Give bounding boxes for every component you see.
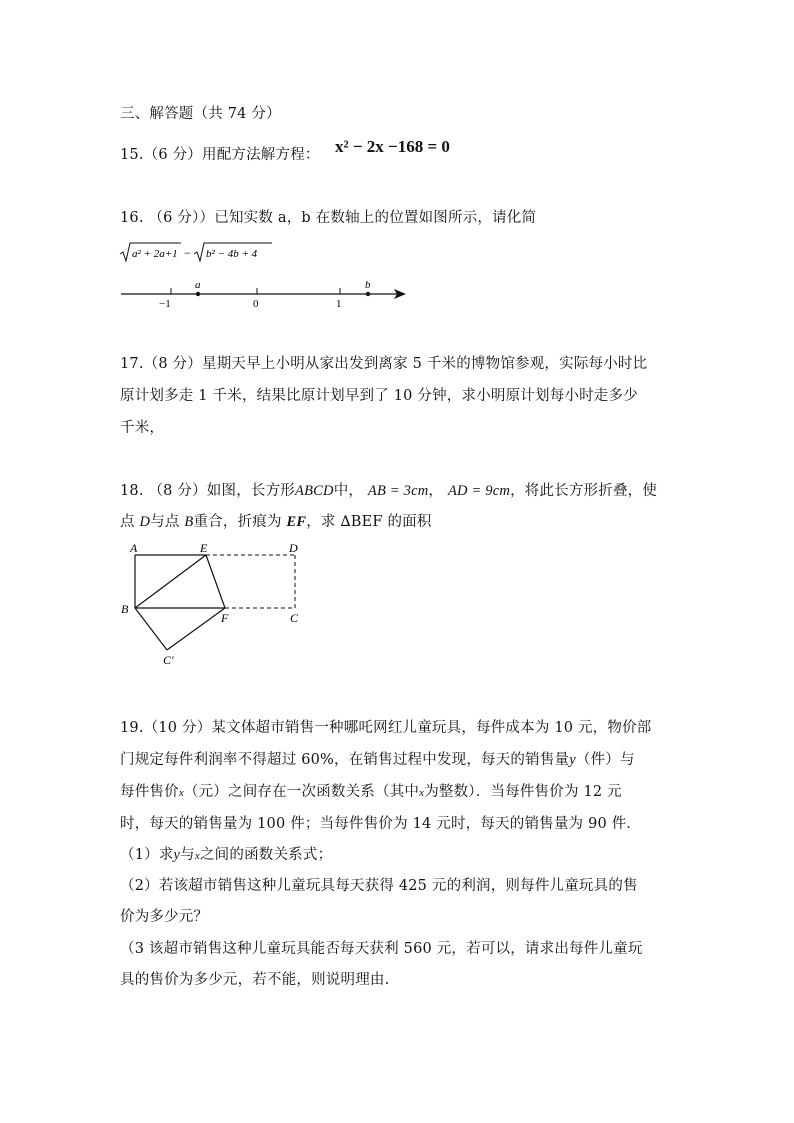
tick-1: 1: [336, 298, 342, 310]
number-line: [115, 276, 415, 312]
label-D: D: [289, 541, 298, 555]
q19-line-3: 每件售价x（元）之间存在一次函数关系（其中x为整数）．当每件售价为 12 元: [120, 784, 622, 800]
label-E: E: [200, 541, 208, 555]
q18-line-2: 点 D与点 B重合，折痕为 EF，求 ∆BEF 的面积: [120, 514, 432, 530]
section-heading: 三、解答题（共 74 分）: [120, 106, 281, 122]
q16-text: 16. （6 分））已知实数 a，b 在数轴上的位置如图所示，请化简: [120, 210, 537, 226]
q19-part-2-line-1: （2）若该超市销售这种儿童玩具每天获得 425 元的利润，则每件儿童玩具的售: [120, 878, 638, 894]
q19-part-3-line-1: （3 该超市销售这种儿童玩具能否每天获利 560 元，若可以，请求出每件儿童玩: [120, 941, 643, 957]
q19-line-2: 门规定每件利润率不得超过 60%，在销售过程中发现，每天的销售量y（件）与: [120, 752, 635, 768]
label-b: b: [365, 279, 371, 291]
label-F: F: [221, 611, 229, 625]
label-C: C: [290, 611, 299, 625]
q18-line-1: 18. （8 分）如图，长方形ABCD中， AB = 3cm， AD = 9cm，将此长方形折叠，使: [120, 483, 658, 499]
q19-line-1: 19.（10 分）某文体超市销售一种哪吒网红儿童玩具，每件成本为 10 元，物价部: [120, 720, 652, 736]
minus-sign: −: [184, 246, 191, 260]
q18-figure: [115, 538, 315, 668]
q17-line-2: 原计划多走 1 千米，结果比原计划早到了 10 分钟，求小明原计划每小时走多少: [120, 388, 638, 404]
tick-0: 0: [253, 298, 259, 310]
tick-neg1: −1: [159, 298, 171, 310]
label-a: a: [195, 279, 201, 291]
label-C-prime: C': [163, 653, 174, 667]
q19-line-4: 时，每天的销售量为 100 件；当每件售价为 14 元时，每天的销售量为 90 件．: [120, 816, 642, 832]
radicand-a: a² + 2a+1: [132, 248, 178, 260]
label-A: A: [130, 541, 138, 555]
label-B: B: [121, 602, 129, 616]
point-a: [196, 292, 200, 296]
q19-part-3-line-2: 具的售价为多少元，若不能，则说明理由.: [120, 972, 390, 988]
q16-radical-expression: [118, 240, 288, 266]
q19-part-2-line-2: 价为多少元？: [120, 909, 209, 925]
q19-part-1: （1）求y与x之间的函数关系式；: [120, 847, 333, 863]
q17-line-1: 17.（8 分）星期天早上小明从家出发到离家 5 千米的博物馆参观，实际每小时比: [120, 356, 648, 372]
point-b: [366, 292, 370, 296]
q17-line-3: 千米，: [120, 420, 165, 436]
q15-text: 15.（6 分）用配方法解方程：: [120, 147, 320, 163]
radicand-b: b² − 4b + 4: [206, 248, 258, 260]
q15-equation: x² − 2x −168 = 0: [335, 137, 450, 156]
